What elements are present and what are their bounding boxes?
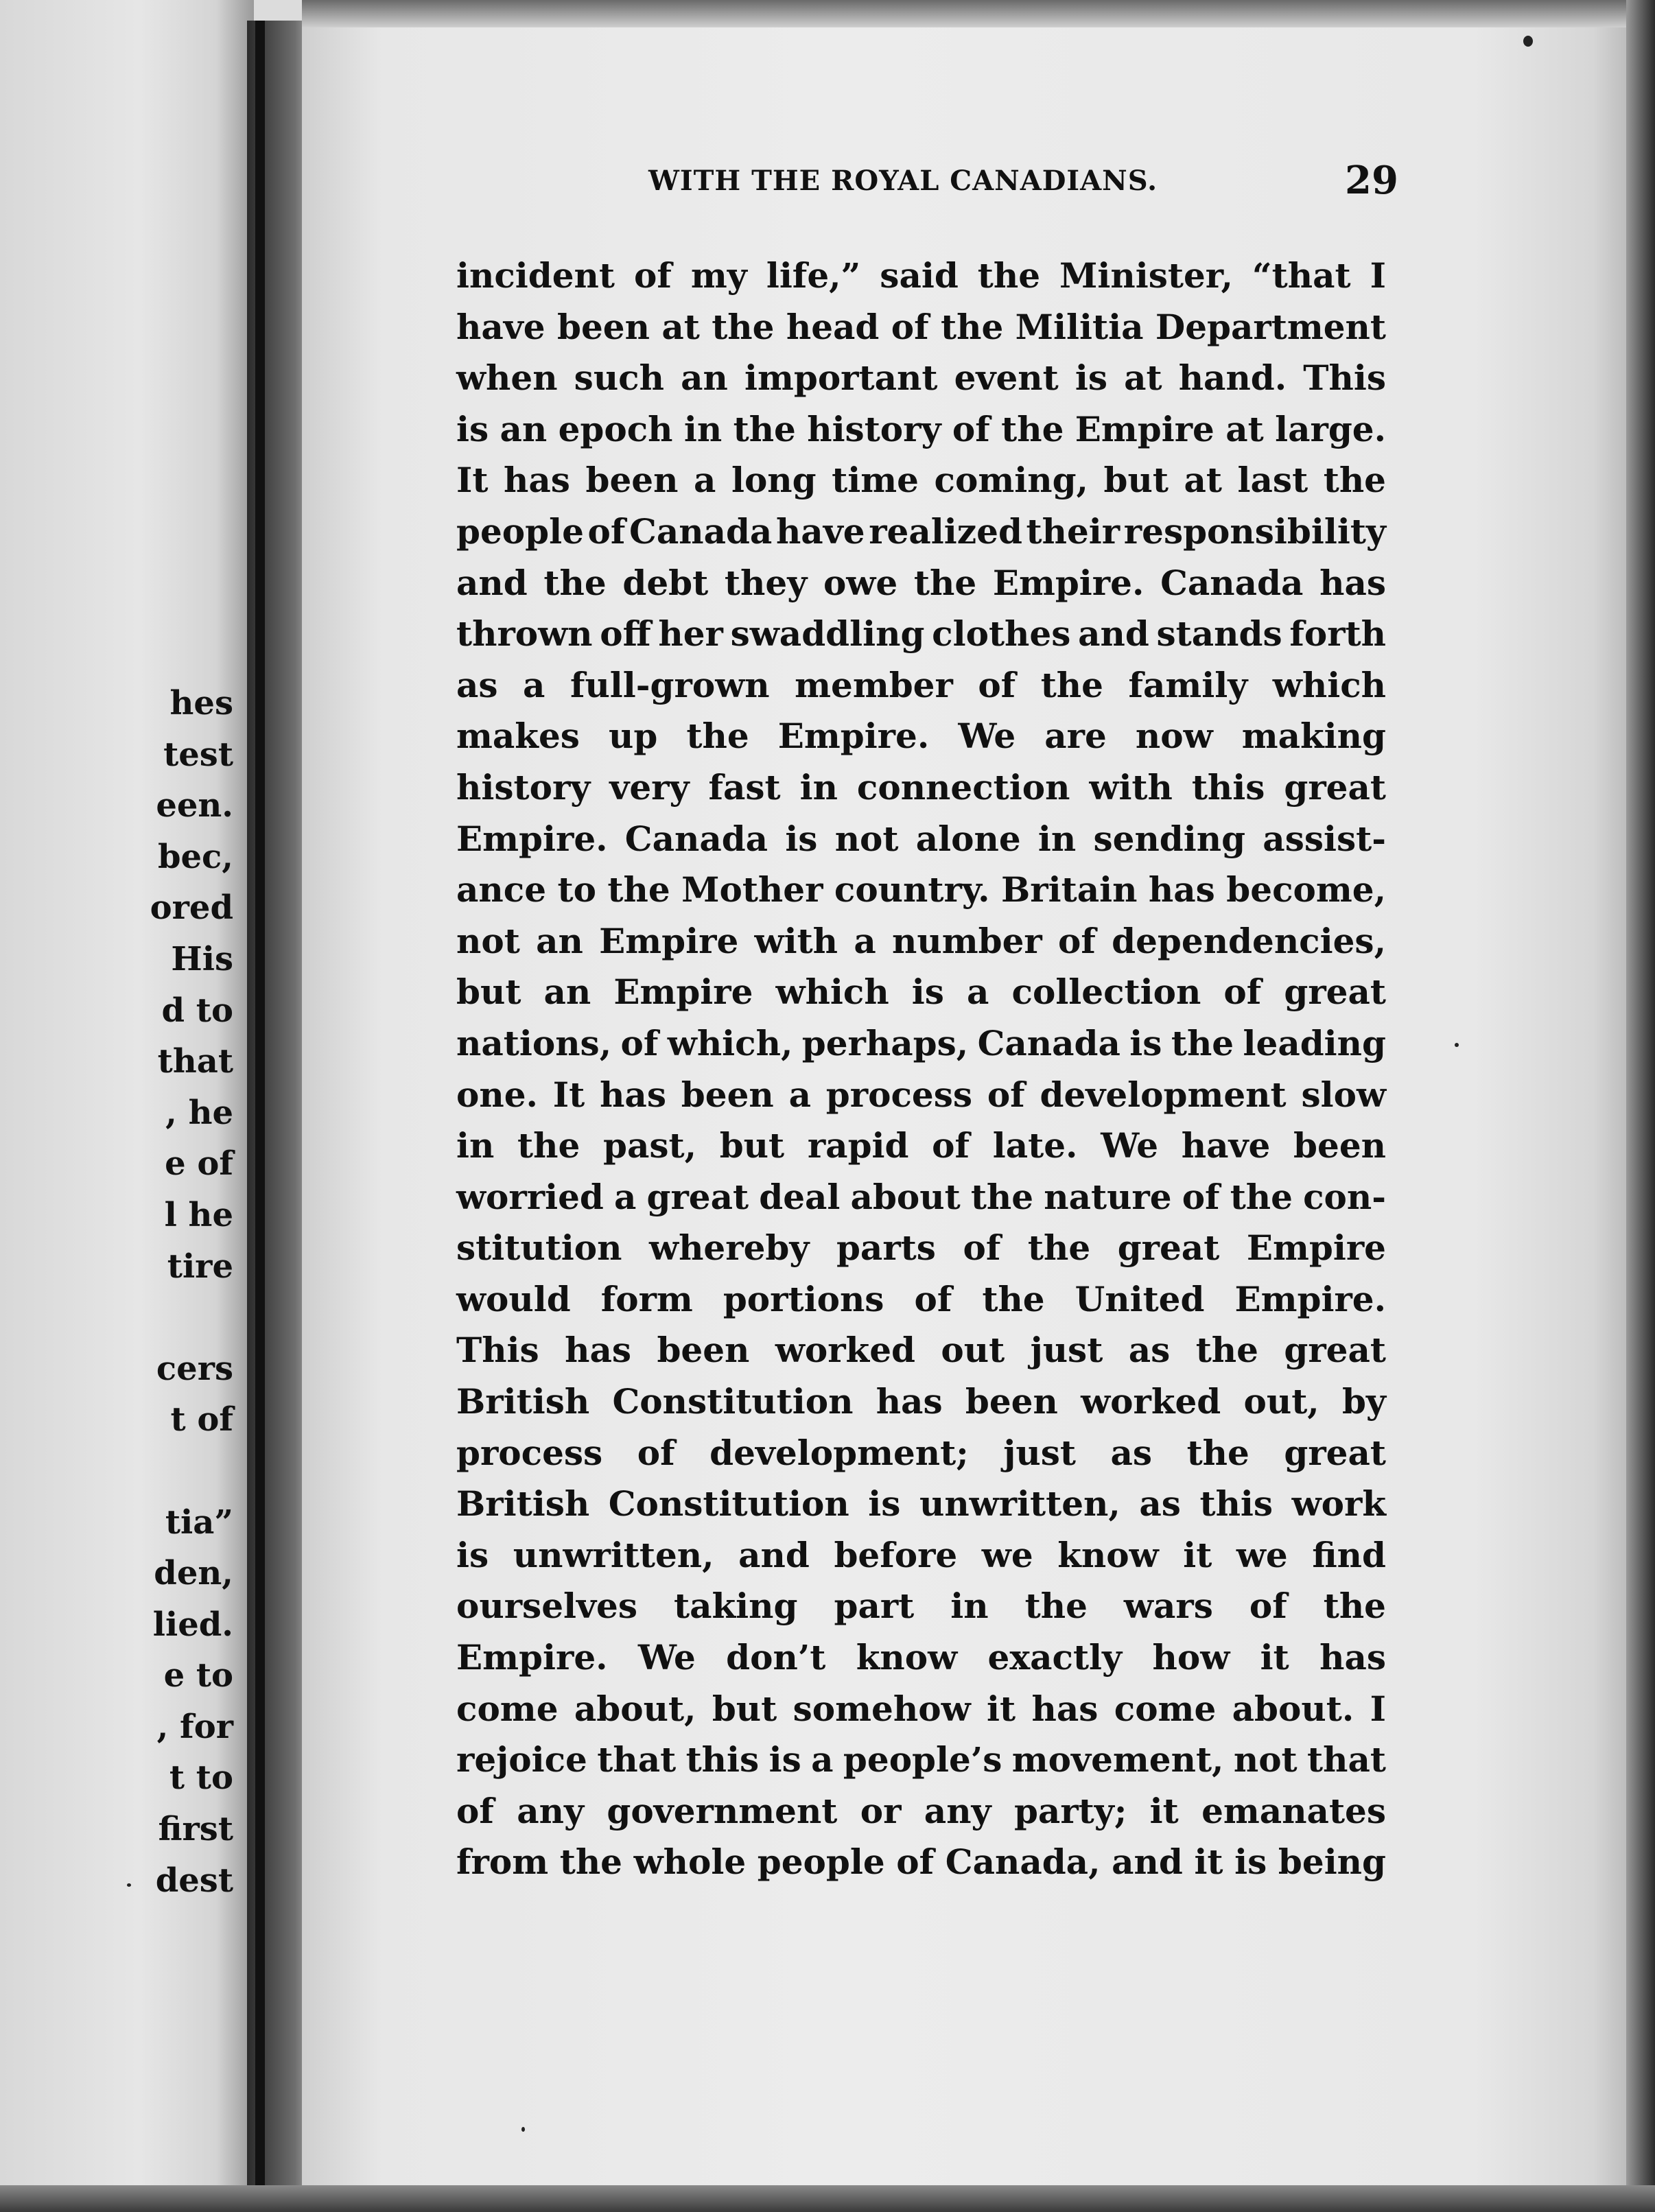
left-page-fragment: bec, (157, 837, 233, 876)
scan-speck (1523, 36, 1533, 47)
text-line: come about, but somehow it has come about. I (456, 1688, 1386, 1729)
text-line: have been at the head of the Militia Department (456, 306, 1386, 347)
text-line: It has been a long time coming, but at last the (456, 460, 1386, 501)
left-page-fragment: dest (155, 1861, 233, 1900)
left-page-fragment: first (158, 1810, 233, 1849)
text-line: ance to the Mother country. Britain has become, (456, 869, 1386, 910)
page-number: 29 (1345, 158, 1398, 203)
text-line: history very fast in connection with this great (456, 766, 1386, 808)
left-page-fragment: ored (150, 889, 233, 928)
text-line: but an Empire which is a collection of great (456, 972, 1386, 1013)
left-page-text-fragments (82, 678, 233, 1906)
page-right-edge (1626, 0, 1655, 2212)
left-page-fragment (82, 1292, 233, 1343)
page-bottom-edge (0, 2185, 1655, 2212)
text-line: and the debt they owe the Empire. Canada has (456, 562, 1386, 603)
text-line: thrown off her swaddling clothes and stands forth (456, 613, 1386, 655)
text-line: makes up the Empire. We are now making (456, 716, 1386, 757)
scan-speck (1455, 1043, 1459, 1047)
left-page-fragment (82, 1446, 233, 1497)
left-page-fragment: d to (161, 991, 233, 1030)
left-page-fragment: His (171, 939, 233, 978)
text-line: when such an important event is at hand. This (456, 357, 1386, 399)
text-line: process of development; just as the great (456, 1432, 1386, 1473)
scan-speck (521, 2127, 525, 2132)
text-line: stitution whereby parts of the great Empire (456, 1227, 1386, 1269)
left-page-fragment: l he (164, 1195, 233, 1234)
left-page-fragment: that (157, 1042, 233, 1081)
left-page-fragment: , he (165, 1093, 233, 1132)
left-page-fragment: den, (154, 1554, 233, 1593)
text-line: incident of my life,” said the Minister, “that I (456, 255, 1386, 296)
left-page-fragment: lied. (152, 1605, 233, 1644)
left-page-fragment: tia” (165, 1503, 233, 1542)
left-page-fragment: , for (156, 1707, 233, 1746)
left-page-fragment: t to (169, 1758, 233, 1798)
left-page-fragment: e of (165, 1144, 233, 1184)
text-line: British Constitution has been worked out, by (456, 1381, 1386, 1422)
left-page-fragment: cers (156, 1349, 233, 1388)
text-line: Empire. Canada is not alone in sending assist- (456, 818, 1386, 859)
binding-shadow (255, 21, 265, 2202)
text-line: nations, of which, perhaps, Canada is the leading (456, 1022, 1386, 1063)
left-page-fragment: t of (170, 1400, 233, 1439)
left-facing-page (0, 0, 254, 2212)
scan-speck (127, 1883, 131, 1887)
text-line: rejoice that this is a people’s movement, not that (456, 1739, 1386, 1780)
text-line: one. It has been a process of development slow (456, 1074, 1386, 1115)
text-line: people of Canada have realized their responsibility (456, 510, 1386, 552)
left-page-fragment: een. (156, 786, 233, 825)
text-line: of any government or any party; it emanates (456, 1790, 1386, 1831)
text-line: is an epoch in the history of the Empire at large. (456, 408, 1386, 449)
text-line: would form portions of the United Empire. (456, 1278, 1386, 1319)
text-line: British Constitution is unwritten, as this work (456, 1483, 1386, 1525)
text-line: Empire. We don’t know exactly how it has (456, 1637, 1386, 1678)
text-line: worried a great deal about the nature of the con- (456, 1176, 1386, 1217)
left-page-fragment: e to (163, 1656, 233, 1695)
text-line: not an Empire with a number of dependencies, (456, 920, 1386, 961)
running-head: WITH THE ROYAL CANADIANS. (648, 165, 1158, 197)
text-line: from the whole people of Canada, and it is being (456, 1842, 1386, 1883)
text-line: as a full-grown member of the family which (456, 664, 1386, 705)
left-page-fragment: hes (169, 684, 233, 722)
text-line: ourselves taking part in the wars of the (456, 1586, 1386, 1627)
text-line: is unwritten, and before we know it we find (456, 1534, 1386, 1575)
left-page-fragment: test (163, 735, 233, 774)
page-top-edge (302, 0, 1633, 27)
left-page-fragment: tire (167, 1247, 233, 1286)
body-text (456, 250, 1386, 1888)
text-line: This has been worked out just as the great (456, 1330, 1386, 1371)
text-line: in the past, but rapid of late. We have been (456, 1125, 1386, 1166)
